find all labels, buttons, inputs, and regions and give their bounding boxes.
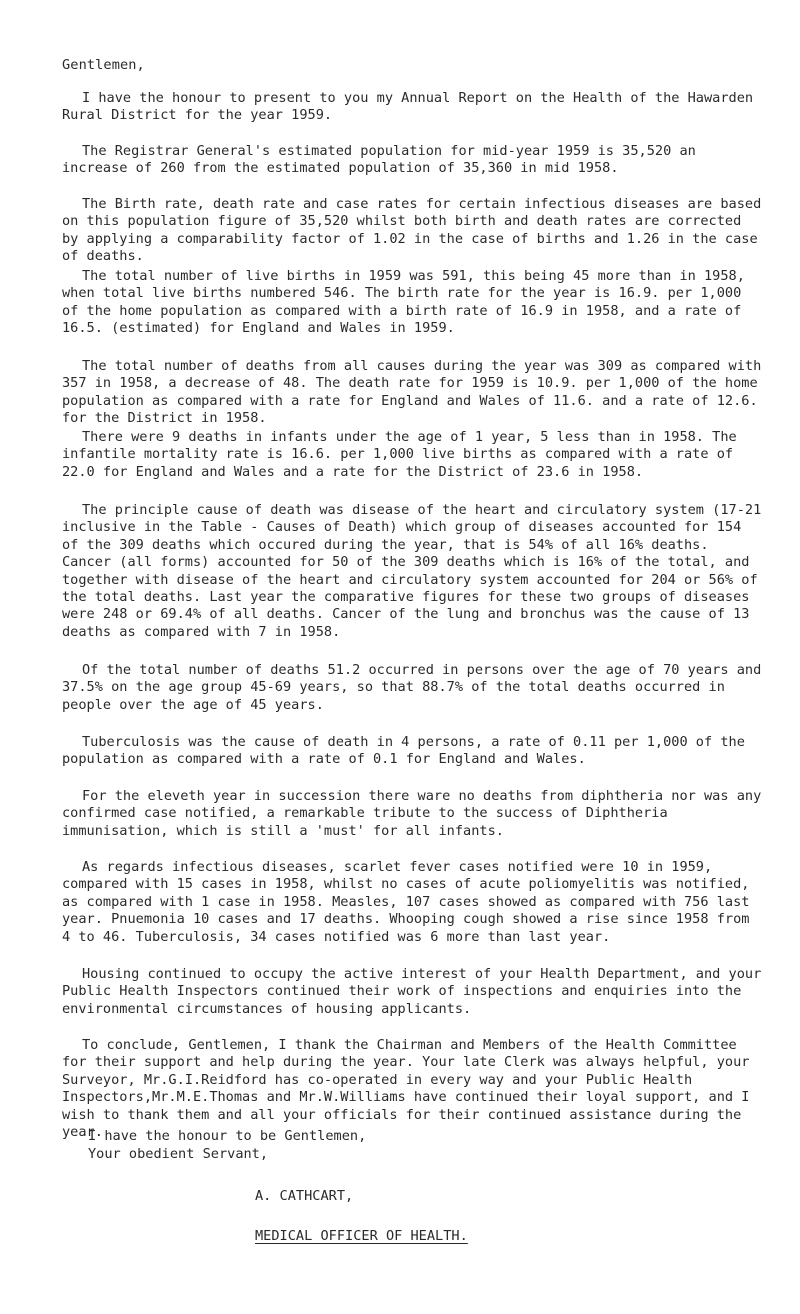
paragraph-rates-basis: The Birth rate, death rate and case rates for certain infectious diseases are based on this population figure of 35,520 whilst both birth and death rates are corrected by applying a comparability factor of 1.02 in the case of births and 1.26 in the case of deaths. — [62, 196, 762, 265]
signatory-title: MEDICAL OFFICER OF HEALTH. — [255, 1228, 468, 1244]
paragraph-births: The total number of live births in 1959 was 591, this being 45 more than in 1958, when total live births numbered 546. The birth rate for the year is 16.9. per 1,000 of the home population as compared with a birth rate of 16.9 in 1958, and a rate of 16.5. (estimated) for England and Wales in 1959. — [62, 268, 745, 337]
paragraph-housing: Housing continued to occupy the active interest of your Health Department, and your Public Health Inspectors continued their work of inspections and enquiries into the environmental circumstances of housing applicants. — [62, 966, 762, 1017]
honour-line: I have the honour to be Gentlemen, — [88, 1128, 367, 1144]
paragraph-causes-of-death: The principle cause of death was disease of the heart and circulatory system (17-21 inclusive in the Table - Causes of Death) which group of diseases accounted for 154 of the 309 deaths which occured during the year, that is 54% of all 16% deaths. Cancer (all forms) accounted for 50 of the 309 deaths which is 16% of the total, and together with disease of the heart and circulatory system accounted for 204 or 56% of the total deaths. Last year the comparative figures for these two groups of diseases were 248 or 69.4% of all deaths. Cancer of the lung and bronchus was the cause of 13 deaths as compared with 7 in 1958. — [62, 502, 762, 640]
paragraph-deaths: The total number of deaths from all causes during the year was 309 as compared with 357 in 1958, a decrease of 48. The death rate for 1959 is 10.9. per 1,000 of the home population as compared with a rate for England and Wales of 11.6. and a rate of 12.6. for the District in 1958. — [62, 358, 762, 427]
paragraph-infant-mortality: There were 9 deaths in infants under the age of 1 year, 5 less than in 1958. The infantile mortality rate is 16.6. per 1,000 live births as compared with a rate of 22.0 for England and Wales and a rate for the District of 23.6 in 1958. — [62, 429, 737, 480]
paragraph-introduction: I have the honour to present to you my Annual Report on the Health of the Hawarden Rural District for the year 1959. — [62, 90, 754, 124]
signatory-name: A. CATHCART, — [255, 1188, 354, 1204]
paragraph-infectious-diseases: As regards infectious diseases, scarlet fever cases notified were 10 in 1959, compared with 15 cases in 1958, whilst no cases of acute poliomyelitis was notified, as compared with 1 case in 1958. Measles, 107 cases showed as compared with 756 last year. Pnuemonia 10 cases and 17 deaths. Whooping cough showed a rise since 1958 from 4 to 46. Tuberculosis, 34 cases notified was 6 more than last year. — [62, 859, 750, 945]
paragraph-population: The Registrar General's estimated population for mid-year 1959 is 35,520 an increase of 260 from the estimated population of 35,360 in mid 1958. — [62, 143, 696, 177]
paragraph-conclusion: To conclude, Gentlemen, I thank the Chairman and Members of the Health Committee for their support and help during the year. Your late Clerk was always helpful, your Surveyor, Mr.G.I.Reidford has co-operated in every way and your Public Health Inspectors,Mr.M.E.Thomas and Mr.W.Williams have continued their loyal support, and I wish to thank them and all your officials for their continued assistance during the year. — [62, 1037, 750, 1141]
paragraph-tuberculosis: Tuberculosis was the cause of death in 4 persons, a rate of 0.11 per 1,000 of the population as compared with a rate of 0.1 for England and Wales. — [62, 734, 745, 768]
paragraph-age-of-deaths: Of the total number of deaths 51.2 occurred in persons over the age of 70 years and 37.5% on the age group 45-69 years, so that 88.7% of the total deaths occurred in people over the age of 45 years. — [62, 662, 762, 713]
servant-line: Your obedient Servant, — [88, 1146, 269, 1162]
paragraph-diphtheria: For the eleveth year in succession there ware no deaths from diphtheria nor was any confirmed case notified, a remarkable tribute to the success of Diphtheria immunisation, which is still a 'must' for all infants. — [62, 788, 762, 839]
salutation: Gentlemen, — [62, 57, 145, 73]
